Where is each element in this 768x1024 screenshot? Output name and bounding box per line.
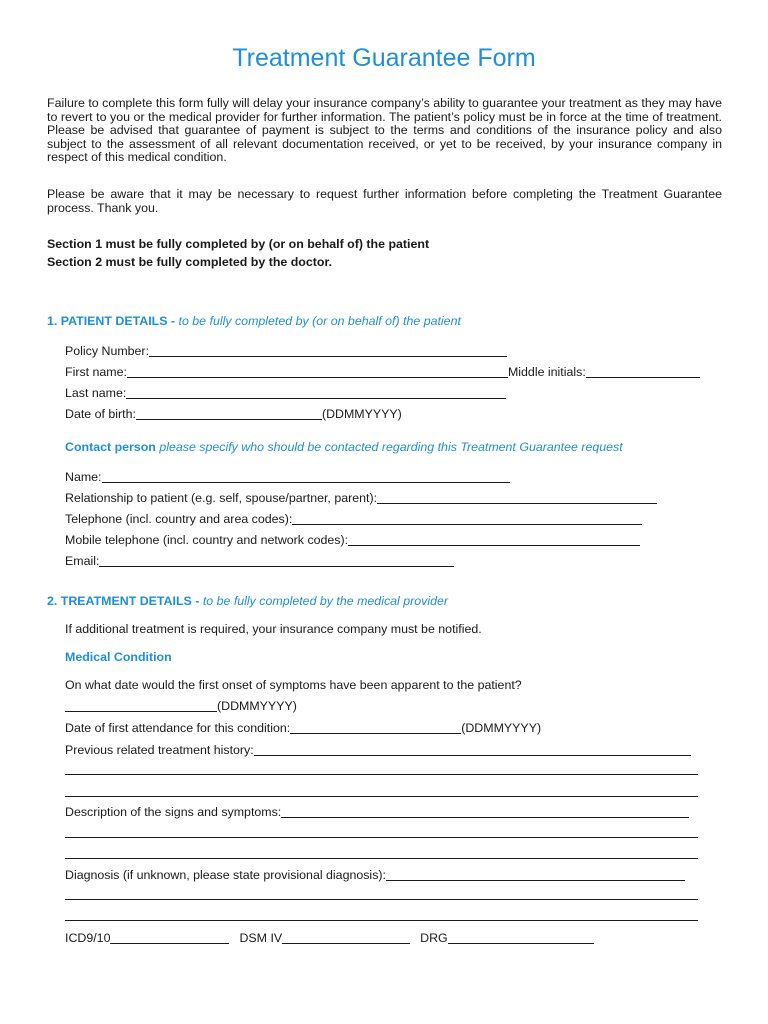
further-info-paragraph: Please be aware that it may be necessary to request further information before completing the Treatment Guarantee process. Thank you. [47, 187, 722, 215]
first-name-field[interactable] [127, 365, 508, 378]
email-row [65, 552, 454, 568]
dob-label: Date of birth: [65, 407, 136, 421]
dsm-field[interactable] [282, 931, 410, 944]
notification-notice: If additional treatment is required, your insurance company must be notified. [65, 622, 482, 636]
intro-paragraph: Failure to complete this form fully will delay your insurance company’s ability to guarantee your treatment as they may have to revert to you or the medical provider for further information. The patient’s policy must be in force at the time of treatment. Please be advised that guarantee of payment is subject to the terms and conditions of the insurance policy and also subject to the assessment of all relevant documentation received, or yet to be received, by your insurance company in respect of this medical condition. [47, 96, 722, 165]
dob-row [65, 405, 402, 421]
history-label: Previous related treatment history: [65, 743, 254, 757]
diagnosis-label: Diagnosis (if unknown, please state provisional diagnosis): [65, 868, 386, 882]
contact-person-heading [65, 440, 623, 454]
dsm-label: DSM IV [239, 931, 283, 945]
section2-instruction: Section 2 must be fully completed by the doctor. [47, 255, 333, 269]
diagnosis-line-3[interactable] [65, 920, 698, 921]
section1-heading-text: 1. PATIENT DETAILS - [47, 314, 176, 328]
middle-initials-label: Middle initials: [507, 365, 586, 379]
diagnosis-field[interactable] [386, 868, 685, 881]
section1-heading [47, 314, 461, 328]
mobile-row [65, 531, 640, 547]
relationship-field[interactable] [377, 491, 657, 504]
onset-date-row [65, 697, 297, 713]
mobile-label: Mobile telephone (incl. country and network codes): [65, 533, 349, 547]
signs-field[interactable] [281, 805, 689, 818]
first-attendance-label: Date of first attendance for this condition: [65, 721, 291, 735]
icd-field[interactable] [110, 931, 229, 944]
diagnosis-line-2[interactable] [65, 899, 698, 900]
onset-date-format: (DDMMYYYY) [217, 699, 297, 713]
form-title: Treatment Guarantee Form [232, 44, 536, 72]
medical-condition-heading: Medical Condition [65, 650, 172, 664]
last-name-label: Last name: [65, 386, 127, 400]
drg-field[interactable] [448, 931, 594, 944]
last-name-field[interactable] [126, 386, 506, 399]
mobile-field[interactable] [348, 533, 640, 546]
first-attendance-format: (DDMMYYYY) [461, 721, 542, 735]
history-line-2[interactable] [65, 774, 698, 775]
drg-label: DRG [420, 931, 448, 945]
contact-person-heading-text: Contact person [65, 440, 156, 454]
policy-number-label: Policy Number: [65, 344, 150, 358]
history-field[interactable] [254, 743, 691, 756]
section2-heading [47, 594, 448, 608]
codes-row [65, 929, 594, 945]
history-line-3[interactable] [65, 796, 698, 797]
last-name-row [65, 384, 506, 400]
email-label: Email: [65, 554, 100, 568]
first-attendance-field[interactable] [290, 721, 461, 734]
onset-date-field[interactable] [65, 699, 217, 712]
section2-heading-text: 2. TREATMENT DETAILS - [47, 594, 200, 608]
onset-question: On what date would the first onset of symptoms have been apparent to the patient? [65, 678, 522, 692]
history-row [65, 741, 691, 757]
signs-line-2[interactable] [65, 837, 698, 838]
dob-field[interactable] [136, 407, 322, 420]
telephone-label: Telephone (incl. country and area codes): [65, 512, 293, 526]
section1-instruction: Section 1 must be fully completed by (or on behalf of) the patient [47, 237, 430, 251]
email-field[interactable] [99, 554, 454, 567]
policy-number-field[interactable] [149, 344, 507, 357]
contact-name-label: Name: [65, 470, 102, 484]
relationship-label: Relationship to patient (e.g. self, spouse/partner, parent): [65, 491, 378, 505]
dob-format: (DDMMYYYY) [321, 407, 402, 421]
signs-label: Description of the signs and symptoms: [65, 805, 282, 819]
section1-heading-note: to be fully completed by (or on behalf of) the patient [178, 314, 461, 328]
diagnosis-row [65, 866, 685, 882]
telephone-row [65, 510, 642, 526]
contact-name-row [65, 468, 510, 484]
contact-name-field[interactable] [102, 470, 510, 483]
middle-initials-field[interactable] [586, 365, 700, 378]
name-row [65, 363, 700, 379]
first-attendance-row [65, 719, 541, 735]
signs-line-3[interactable] [65, 858, 698, 859]
policy-number-row [65, 342, 507, 358]
telephone-field[interactable] [292, 512, 642, 525]
first-name-label: First name: [65, 365, 127, 379]
signs-row [65, 803, 689, 819]
icd-label: ICD9/10 [65, 931, 111, 945]
section2-heading-note: to be fully completed by the medical provider [202, 594, 448, 608]
relationship-row [65, 489, 657, 505]
contact-person-heading-note: please specify who should be contacted regarding this Treatment Guarantee request [159, 440, 623, 454]
